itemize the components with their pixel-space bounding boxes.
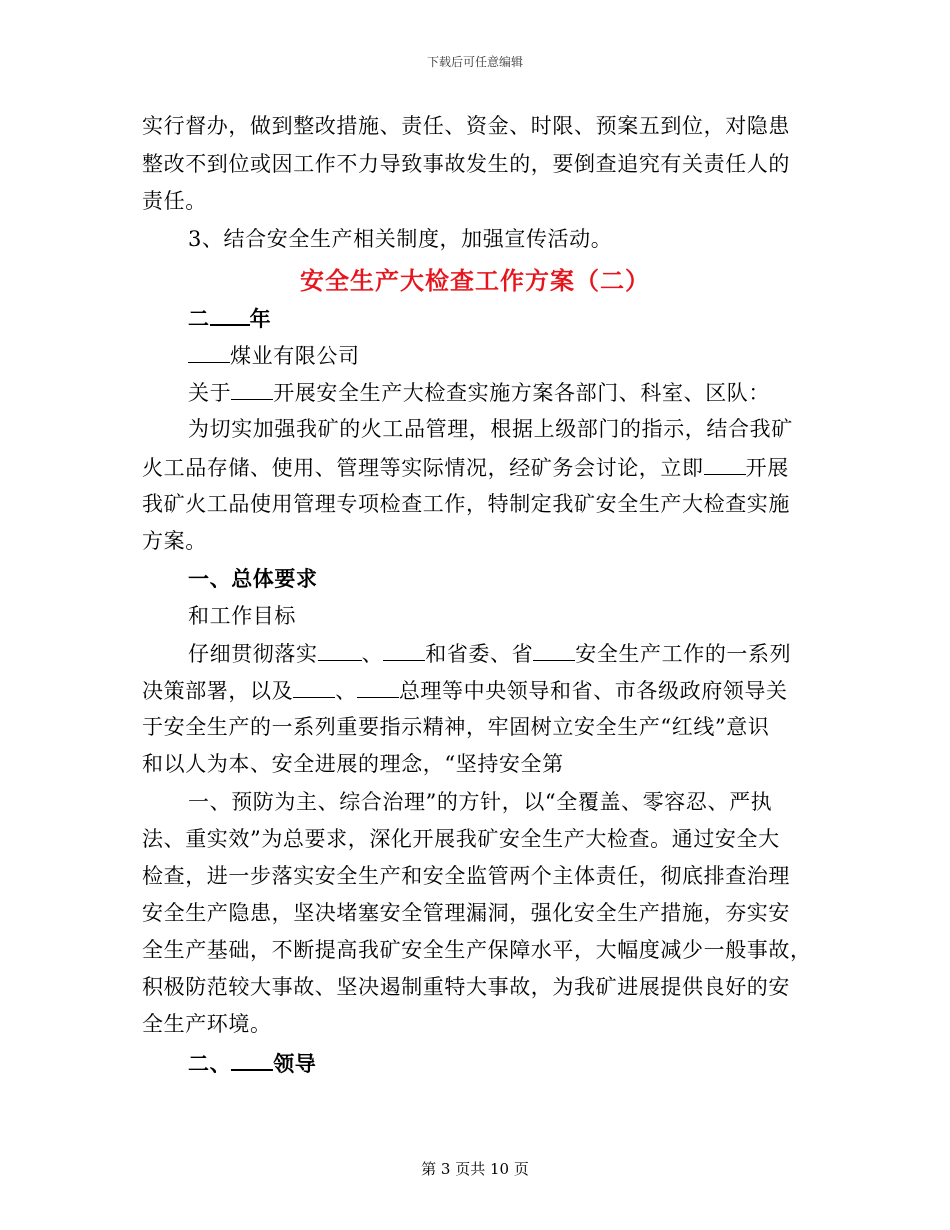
blank-field: [704, 452, 746, 475]
text-segment: 开展: [745, 456, 789, 480]
text-segment: 、: [361, 642, 384, 666]
blank-field: [533, 638, 575, 661]
section-heading: 一、总体要求: [188, 566, 318, 591]
body-line: 3、结合安全生产相关制度，加强宣传活动。: [188, 227, 613, 251]
page-header-note: 下载后可任意编辑: [426, 55, 523, 69]
text-segment: 开展安全生产大检查实施方案各部门、科室、区队：: [273, 381, 771, 405]
company-line: [188, 340, 360, 371]
company-name: 煤业有限公司: [230, 344, 360, 368]
body-line: 全生产环境。: [142, 1012, 272, 1036]
body-line: 整改不到位或因工作不力导致事故发生的，要倒查追究有关责任人的: [142, 152, 790, 176]
body-line: 方案。: [142, 529, 207, 553]
blank-field: [188, 340, 230, 363]
blank-field: [293, 675, 335, 698]
year-suffix: 年: [249, 306, 272, 331]
blank-field: [210, 302, 250, 326]
blank-field: [318, 638, 362, 661]
body-line: 积极防范较大事故、坚决遏制重特大事故，为我矿进展提供良好的安: [142, 975, 790, 999]
body-line: 检查，进一步落实安全生产和安全监管两个主体责任，彻底排查治理: [142, 864, 790, 888]
blank-field: [383, 638, 425, 661]
text-segment: 和省委、省: [425, 642, 534, 666]
body-line: 安全生产隐患，坚决堵塞安全管理漏洞，强化安全生产措施，夯实安: [142, 901, 790, 925]
section-heading: [188, 1047, 316, 1079]
addressee-line: [188, 377, 770, 408]
text-segment: 安全生产工作的一系列: [575, 642, 792, 666]
text-segment: 关于: [188, 381, 232, 405]
body-line: 法、重实效”为总要求，深化开展我矿安全生产大检查。通过安全大: [142, 827, 780, 851]
body-line: 全生产基础，不断提高我矿安全生产保障水平，大幅度减少一般事故，: [142, 938, 812, 962]
document-title: 安全生产大检查工作方案（二）: [300, 266, 650, 295]
year-line: [188, 302, 271, 334]
text-segment: 领导: [273, 1051, 317, 1076]
body-line: 实行督办，做到整改措施、责任、资金、时限、预案五到位，对隐患: [142, 114, 790, 138]
body-line: [142, 452, 789, 483]
blank-field: [231, 377, 273, 400]
blank-field: [231, 1047, 273, 1071]
text-segment: 火工品存储、使用、管理等实际情况，经矿务会讨论，立即: [142, 456, 704, 480]
text-segment: 决策部署，以及: [142, 679, 294, 703]
body-line: 我矿火工品使用管理专项检查工作，特制定我矿安全生产大检查实施: [142, 492, 790, 516]
page-footer: 第 3 页共 10 页: [421, 1160, 529, 1178]
text-segment: 、: [335, 679, 357, 703]
year-prefix: 二: [188, 306, 210, 331]
blank-field: [357, 675, 399, 698]
body-line: [142, 675, 788, 706]
body-line: 和以人为本、安全进展的理念，“坚持安全第: [142, 752, 564, 776]
body-line: 责任。: [142, 189, 207, 213]
body-line: [188, 638, 791, 669]
body-line: 和工作目标: [188, 604, 296, 628]
body-line: 一、预防为主、综合治理”的方针，以“全覆盖、零容忍、严执: [188, 790, 773, 814]
text-segment: 二、: [188, 1051, 232, 1076]
body-line: 为切实加强我矿的火工品管理，根据上级部门的指示，结合我矿: [188, 417, 793, 441]
text-segment: 仔细贯彻落实: [188, 642, 318, 666]
body-line: 于安全生产的一系列重要指示精神，牢固树立安全生产“红线”意识: [142, 715, 770, 739]
text-segment: 总理等中央领导和省、市各级政府领导关: [398, 679, 788, 703]
